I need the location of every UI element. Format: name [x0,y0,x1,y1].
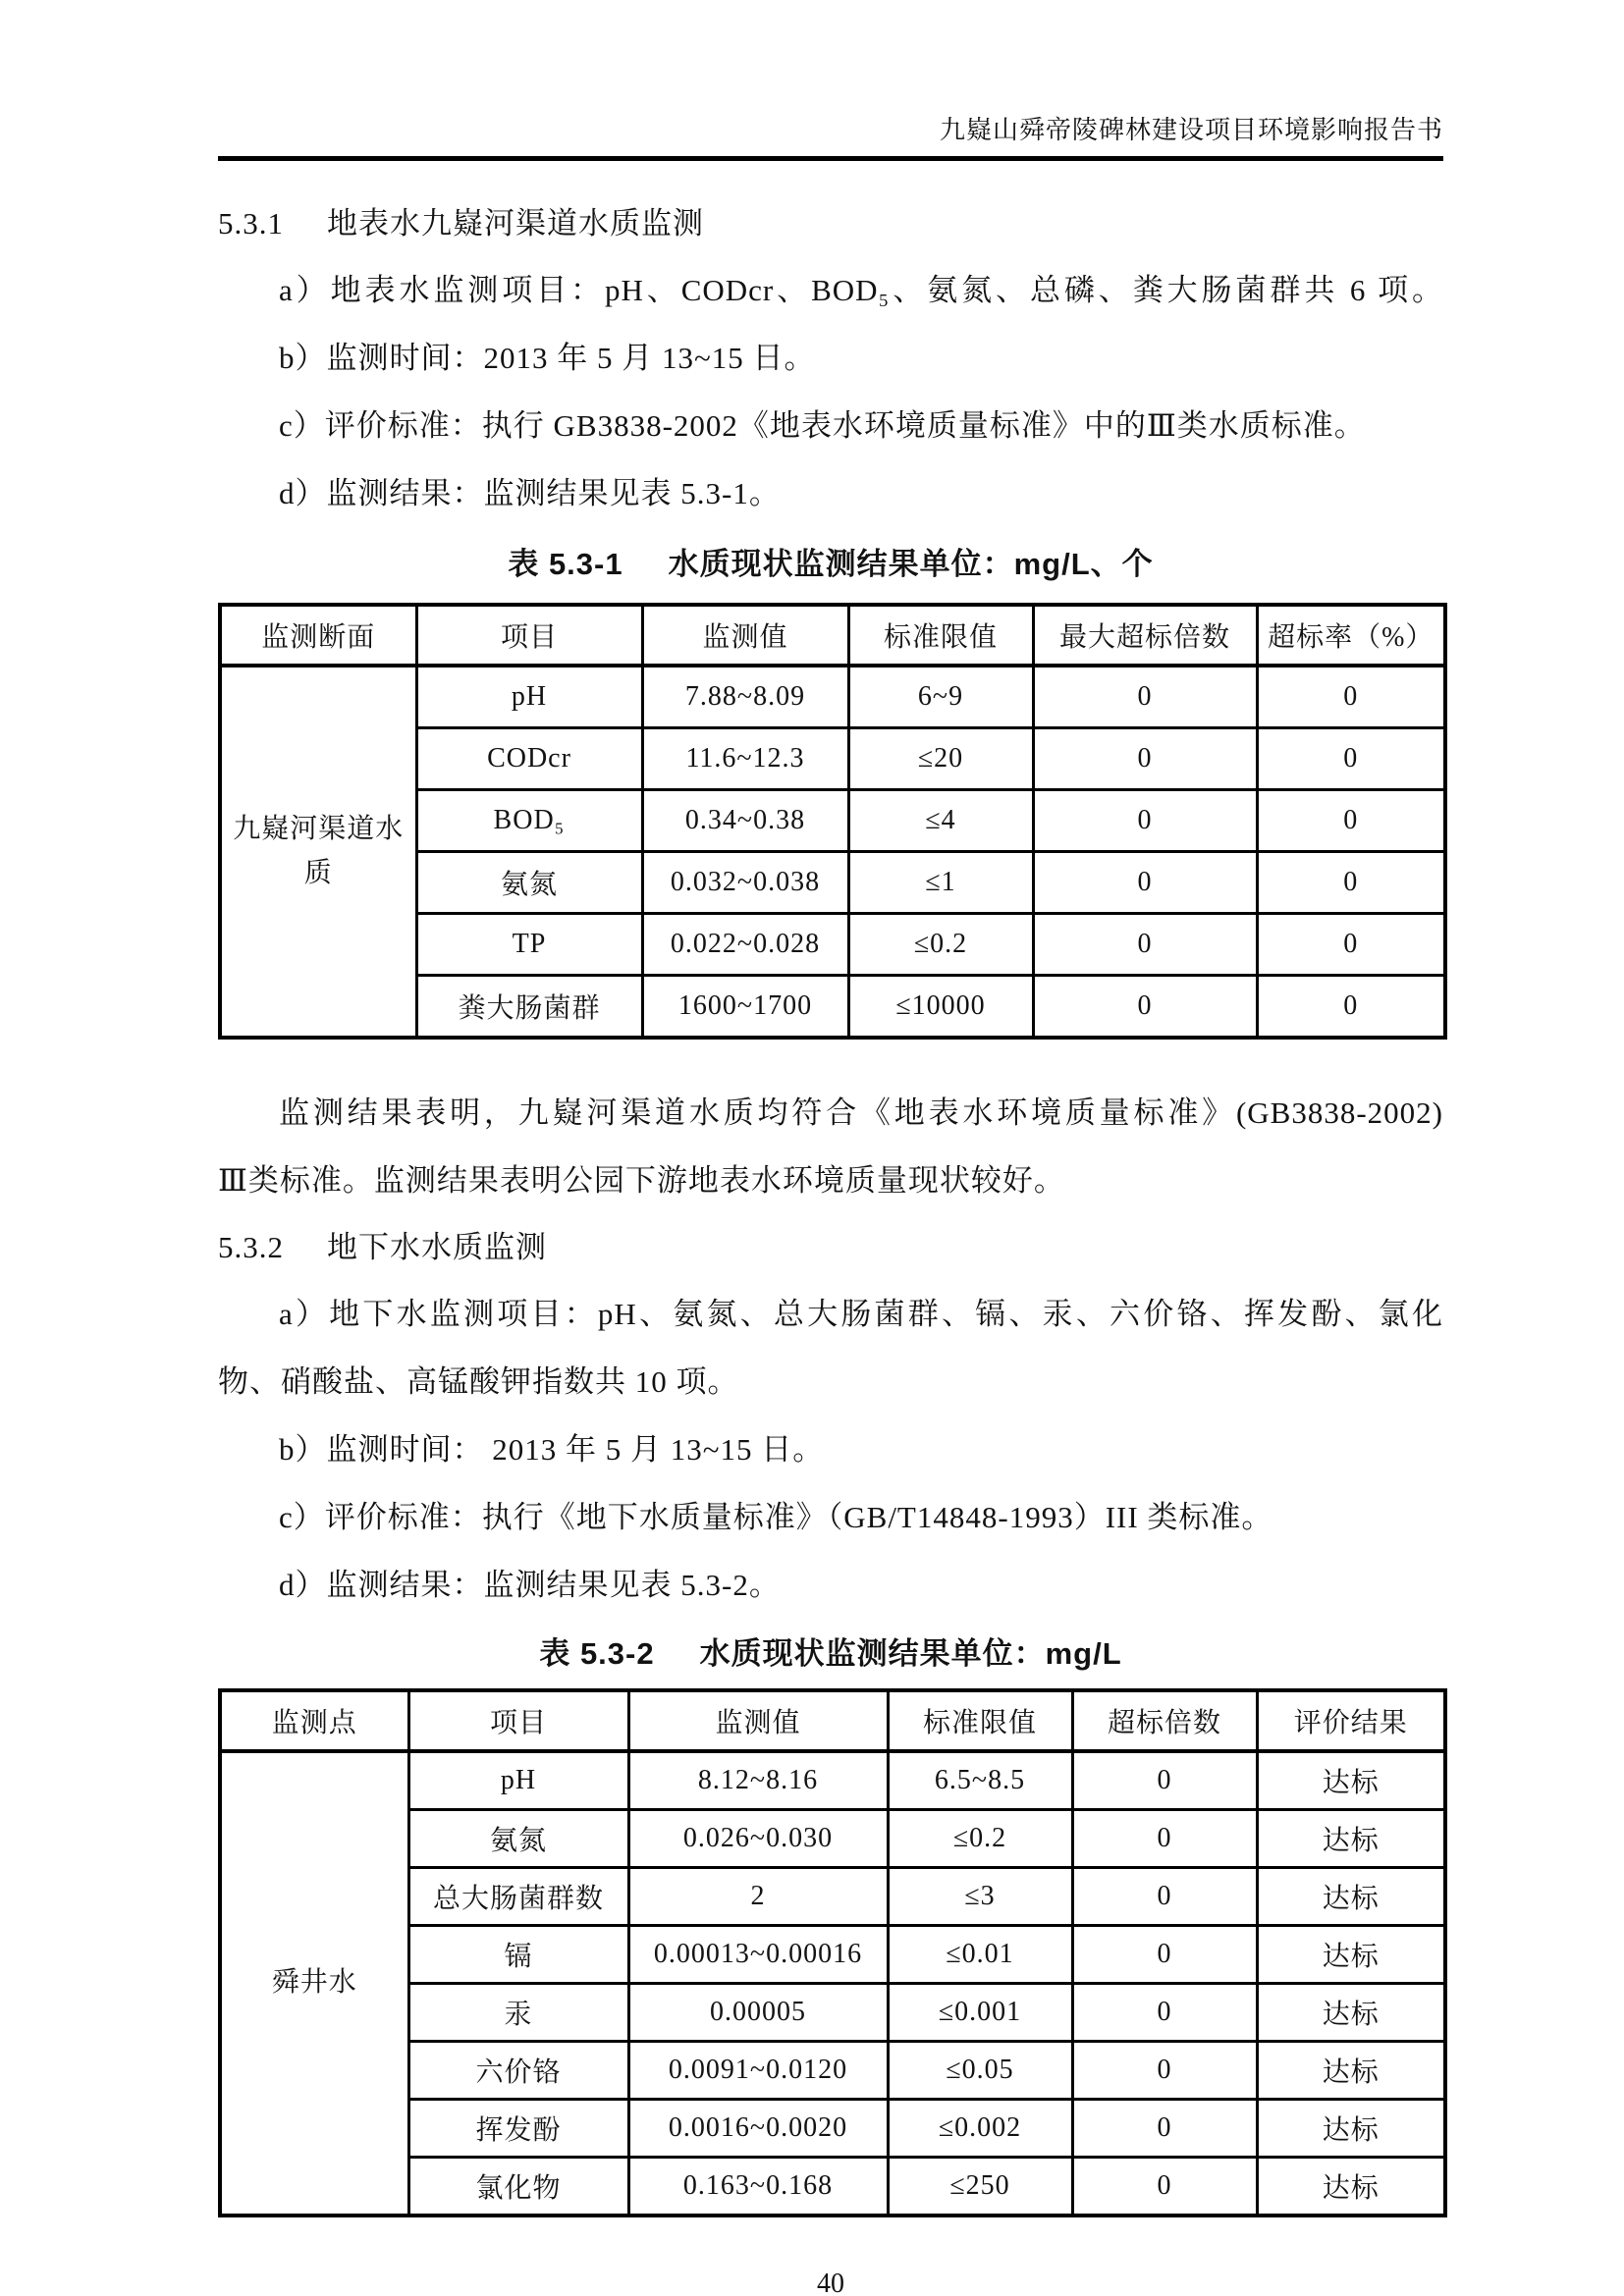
table1-cell: 0 [1033,852,1257,914]
table2-cell: 0 [1072,1868,1257,1926]
list-item-d: d）监测结果：监测结果见表 5.3-2。 [279,1568,781,1602]
section-number: 5.3.2 [218,1230,284,1264]
section-title: 地表水九嶷河渠道水质监测 [327,206,704,240]
table1-cell: 0 [1257,914,1445,976]
list-item-c: c）评价标准：执行 GB3838-2002《地表水环境质量标准》中的Ⅲ类水质标准。 [279,408,1366,443]
table2-cell: 六价铬 [408,2042,628,2100]
table2-cell: ≤0.002 [888,2100,1072,2158]
table1-cell: 0.34~0.38 [642,790,848,852]
list-item-a-line1: a）地下水监测项目：pH、氨氮、总大肠菌群、镉、汞、六价铬、挥发酚、氯化 [279,1297,1443,1331]
table1-caption [218,539,1443,583]
table1-cell: TP [416,914,642,976]
table2-cell: 2 [628,1868,888,1926]
section-title: 地下水水质监测 [327,1230,547,1264]
table1-caption-number: 表 5.3-1 [508,547,623,581]
table2-header-cell: 监测值 [628,1690,888,1751]
table2-header-row [220,1690,1445,1751]
section-number: 5.3.1 [218,206,284,240]
table1-cell: 0 [1033,790,1257,852]
table2-cell: ≤0.2 [888,1810,1072,1868]
table2-caption [218,1629,1443,1673]
table2-cell: ≤0.001 [888,1984,1072,2042]
list-item-a-line2: 物、硝酸盐、高锰酸钾指数共 10 项。 [218,1364,739,1399]
table1-header-cell: 项目 [416,605,642,666]
table2-cell: 0 [1072,2042,1257,2100]
surface-water-table [218,603,1447,1040]
table1-cell: 6~9 [848,666,1033,728]
table2-cell: 0.163~0.168 [628,2158,888,2216]
table2-cell: 氨氮 [408,1810,628,1868]
table2-row [220,1751,1445,1810]
table2-cell: 达标 [1257,2042,1445,2100]
table2-cell: 0 [1072,2158,1257,2216]
table2-header-cell: 超标倍数 [1072,1690,1257,1751]
table1-caption-title: 水质现状监测结果单位：mg/L、个 [668,547,1154,581]
header-rule [218,156,1443,161]
table2-cell: 0 [1072,1984,1257,2042]
summary-line-1: 监测结果表明，九嶷河渠道水质均符合《地表水环境质量标准》(GB3838-2002) [279,1095,1443,1130]
table2-cell: 0.00013~0.00016 [628,1926,888,1984]
table1-cell: ≤4 [848,790,1033,852]
table2-cell: ≤0.01 [888,1926,1072,1984]
table2-header-cell: 监测点 [220,1690,408,1751]
table1-cell: 1600~1700 [642,976,848,1039]
table2-cell: 达标 [1257,1868,1445,1926]
table2-cell: 0 [1072,1751,1257,1810]
table1-cell: 0 [1033,666,1257,728]
table1-cell: 0 [1257,666,1445,728]
table1-cell: 7.88~8.09 [642,666,848,728]
table2-cell: 达标 [1257,2158,1445,2216]
table1-cell: CODcr [416,728,642,790]
table2-cell: 氯化物 [408,2158,628,2216]
table1-cell: ≤1 [848,852,1033,914]
table1-header-cell: 标准限值 [848,605,1033,666]
table2-cell: 达标 [1257,1984,1445,2042]
table2-cell: 0 [1072,1926,1257,1984]
table1-cell: 0 [1033,976,1257,1039]
list-item-b: b）监测时间：2013 年 5 月 13~15 日。 [279,341,816,375]
table2-cell: 汞 [408,1984,628,2042]
table1-cell: 0 [1033,728,1257,790]
table2-caption-number: 表 5.3-2 [539,1636,655,1671]
table2-cell: 达标 [1257,1751,1445,1810]
table1-site-cell: 九嶷河渠道水质 [220,666,416,1038]
table2-cell: 0 [1072,2100,1257,2158]
page-number: 40 [817,2269,844,2296]
table1-cell: ≤0.2 [848,914,1033,976]
table1-cell: 0 [1257,728,1445,790]
table1-cell: 粪大肠菌群 [416,976,642,1039]
table1-cell: 0.022~0.028 [642,914,848,976]
table2-header-cell: 项目 [408,1690,628,1751]
table2-cell: ≤0.05 [888,2042,1072,2100]
groundwater-table [218,1688,1447,2217]
table2-cell: 达标 [1257,2100,1445,2158]
table2-cell: 总大肠菌群数 [408,1868,628,1926]
table2-cell: 镉 [408,1926,628,1984]
table2-caption-title: 水质现状监测结果单位：mg/L [699,1636,1122,1671]
table2-cell: 0 [1072,1810,1257,1868]
table2-site-cell: 舜井水 [220,1751,408,2216]
table2-cell: 8.12~8.16 [628,1751,888,1810]
table2-cell: ≤250 [888,2158,1072,2216]
table2-cell: ≤3 [888,1868,1072,1926]
table2-header-cell: 标准限值 [888,1690,1072,1751]
table1-cell: 氨氮 [416,852,642,914]
table1-cell: pH [416,666,642,728]
table2-cell: 挥发酚 [408,2100,628,2158]
list-item-c: c）评价标准：执行《地下水质量标准》（GB/T14848-1993）III 类标准。 [279,1500,1273,1534]
section-heading-531 [218,208,1443,239]
page-content [218,0,1443,2296]
table1-cell: 0 [1033,914,1257,976]
table1-header-cell: 监测断面 [220,605,416,666]
table1-cell: BOD₅ [416,790,642,852]
running-header: 九嶷山舜帝陵碑林建设项目环境影响报告书 [939,116,1443,144]
list-item-a: a）地表水监测项目：pH、CODcr、BOD₅、氨氮、总磷、粪大肠菌群共 6 项。 [279,273,1443,307]
list-item-b: b）监测时间： 2013 年 5 月 13~15 日。 [279,1432,825,1467]
table1-header-row [220,605,1445,666]
table2-cell: 0.026~0.030 [628,1810,888,1868]
table2-cell: 0.00005 [628,1984,888,2042]
table1-cell: 0 [1257,852,1445,914]
table1-row [220,666,1445,728]
table1-header-cell: 超标率（%） [1257,605,1445,666]
table2-cell: 达标 [1257,1810,1445,1868]
table1-cell: 0 [1257,976,1445,1039]
table1-cell: 11.6~12.3 [642,728,848,790]
table2-cell: pH [408,1751,628,1810]
table1-cell: ≤20 [848,728,1033,790]
table2-cell: 达标 [1257,1926,1445,1984]
table2-cell: 6.5~8.5 [888,1751,1072,1810]
table2-header-cell: 评价结果 [1257,1690,1445,1751]
table1-header-cell: 监测值 [642,605,848,666]
list-item-d: d）监测结果：监测结果见表 5.3-1。 [279,476,781,510]
table1-cell: ≤10000 [848,976,1033,1039]
table1-cell: 0.032~0.038 [642,852,848,914]
table1-header-cell: 最大超标倍数 [1033,605,1257,666]
section-heading-532 [218,1232,1443,1262]
summary-line-2: Ⅲ类标准。监测结果表明公园下游地表水环境质量现状较好。 [218,1163,1065,1198]
table1-cell: 0 [1257,790,1445,852]
table2-cell: 0.0016~0.0020 [628,2100,888,2158]
table2-cell: 0.0091~0.0120 [628,2042,888,2100]
